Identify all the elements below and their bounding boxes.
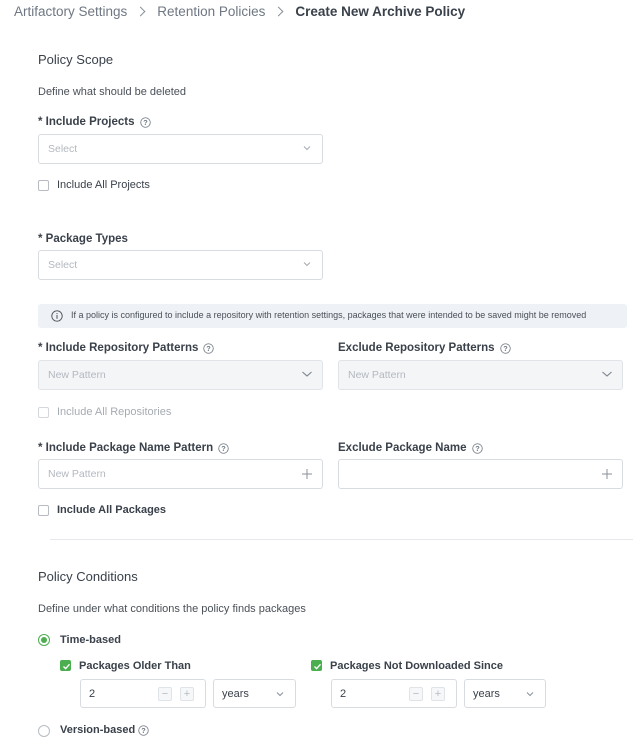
breadcrumb: [14, 3, 465, 19]
checkmark-icon: [62, 662, 71, 671]
include-all-repositories-label: Include All Repositories: [57, 406, 172, 418]
info-icon: [51, 310, 63, 322]
chevron-down-icon: [525, 689, 535, 699]
include-all-projects-label: Include All Projects: [57, 179, 150, 191]
include-repo-patterns-label: [38, 342, 214, 354]
include-package-name-placeholder: New Pattern: [48, 468, 106, 480]
older-than-unit-select[interactable]: [213, 679, 296, 708]
chevron-right-icon: [136, 6, 146, 16]
not-downloaded-checkbox[interactable]: [311, 660, 322, 671]
policy-scope-title: Policy Scope: [38, 52, 114, 67]
help-icon[interactable]: [140, 117, 151, 128]
not-downloaded-value-input[interactable]: [331, 679, 457, 708]
not-downloaded-unit: years: [473, 688, 500, 700]
include-all-repositories-checkbox[interactable]: [38, 407, 49, 418]
exclude-repo-patterns-select[interactable]: [338, 360, 623, 390]
version-based-label-text: Version-based: [60, 724, 136, 736]
include-all-packages-label: Include All Packages: [57, 504, 167, 516]
breadcrumb-item-artifactory-settings[interactable]: Artifactory Settings: [14, 3, 128, 19]
svg-text:?: ?: [142, 117, 148, 127]
help-icon[interactable]: [203, 343, 214, 354]
exclude-package-name-input[interactable]: [338, 459, 623, 489]
include-repo-patterns-placeholder: New Pattern: [48, 369, 106, 381]
older-than-label: Packages Older Than: [79, 660, 191, 672]
minus-icon: −: [412, 688, 420, 700]
version-based-label: [60, 724, 149, 736]
page-title: Create New Archive Policy: [295, 3, 466, 19]
include-repo-patterns-label-text: * Include Repository Patterns: [38, 342, 199, 354]
chevron-down-icon: [301, 369, 313, 379]
checkmark-icon: [313, 662, 322, 671]
svg-text:?: ?: [474, 443, 480, 453]
exclude-package-name-label: [338, 442, 483, 454]
info-banner: [38, 304, 627, 328]
exclude-package-name-label-text: Exclude Package Name: [338, 442, 467, 454]
policy-scope-description: Define what should be deleted: [38, 86, 186, 98]
svg-text:?: ?: [221, 443, 226, 453]
decrement-button[interactable]: [409, 687, 423, 701]
exclude-repo-patterns-label: [338, 342, 511, 354]
policy-conditions-title: Policy Conditions: [38, 569, 138, 584]
help-icon[interactable]: [218, 443, 229, 454]
package-types-label-text: * Package Types: [38, 233, 128, 245]
increment-button[interactable]: [431, 687, 445, 701]
svg-text:?: ?: [141, 725, 146, 735]
help-icon[interactable]: [138, 725, 149, 736]
version-based-radio[interactable]: [38, 725, 50, 737]
chevron-down-icon: [302, 259, 312, 269]
plus-icon[interactable]: [301, 468, 313, 480]
exclude-repo-patterns-label-text: Exclude Repository Patterns: [338, 342, 495, 354]
section-divider: [50, 539, 633, 540]
minus-icon: −: [161, 688, 169, 700]
help-icon[interactable]: [500, 343, 511, 354]
package-types-placeholder: Select: [48, 259, 78, 271]
include-projects-select[interactable]: [38, 134, 323, 164]
exclude-repo-patterns-placeholder: New Pattern: [348, 369, 406, 381]
info-banner-text: If a policy is configured to include a repository with retention settings, packages that were intended to be saved might be removed: [71, 310, 587, 320]
chevron-down-icon: [275, 689, 285, 699]
time-based-label: Time-based: [60, 634, 121, 646]
svg-text:?: ?: [502, 343, 508, 353]
older-than-checkbox[interactable]: [60, 660, 71, 671]
include-all-projects-checkbox[interactable]: [38, 180, 49, 191]
plus-icon: +: [183, 688, 191, 700]
time-based-radio[interactable]: [38, 634, 50, 646]
include-projects-label: [38, 116, 151, 128]
older-than-value-input[interactable]: [80, 679, 206, 708]
chevron-down-icon: [302, 143, 312, 153]
not-downloaded-unit-select[interactable]: [464, 679, 546, 708]
older-than-value: 2: [89, 688, 96, 700]
include-projects-placeholder: Select: [48, 143, 78, 155]
include-all-packages-checkbox[interactable]: [38, 505, 49, 516]
decrement-button[interactable]: [158, 687, 172, 701]
package-types-select[interactable]: [38, 250, 323, 280]
include-package-name-label: [38, 442, 229, 454]
policy-conditions-description: Define under what conditions the policy finds packages: [38, 603, 306, 615]
chevron-down-icon: [601, 369, 613, 379]
breadcrumb-item-retention-policies[interactable]: Retention Policies: [157, 3, 266, 19]
include-package-name-input[interactable]: [38, 459, 323, 489]
increment-button[interactable]: [180, 687, 194, 701]
help-icon[interactable]: [472, 443, 483, 454]
include-repo-patterns-select[interactable]: [38, 360, 323, 390]
chevron-right-icon: [274, 6, 284, 16]
older-than-unit: years: [222, 688, 249, 700]
plus-icon[interactable]: [601, 468, 613, 480]
include-projects-label-text: * Include Projects: [38, 116, 135, 128]
not-downloaded-value: 2: [340, 688, 347, 700]
package-types-label: [38, 233, 128, 245]
include-package-name-label-text: * Include Package Name Pattern: [38, 442, 214, 454]
not-downloaded-label: Packages Not Downloaded Since: [330, 660, 503, 672]
svg-text:?: ?: [206, 343, 212, 353]
plus-icon: +: [434, 688, 442, 700]
